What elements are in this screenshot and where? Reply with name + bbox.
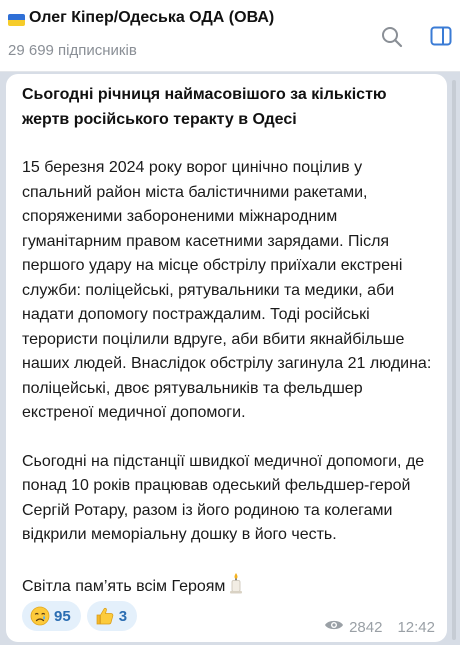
reaction-count: 95 bbox=[54, 607, 71, 625]
reactions-bar bbox=[22, 601, 137, 631]
post-title: Сьогодні річниця наймасовішого за кількістю жертв російського теракту в Одесі bbox=[22, 86, 387, 128]
search-icon[interactable] bbox=[381, 26, 403, 53]
reaction-thumbs-up[interactable] bbox=[87, 601, 137, 631]
channel-title[interactable]: Олег Кіпер/Одеська ОДА (ОВА) bbox=[29, 9, 275, 26]
post-time: 12:42 bbox=[397, 618, 435, 636]
ukraine-flag-icon bbox=[8, 14, 25, 26]
reaction-crying[interactable] bbox=[22, 601, 81, 631]
view-count: 2842 bbox=[349, 618, 383, 636]
post-meta bbox=[324, 618, 435, 636]
side-panel-icon[interactable] bbox=[430, 26, 452, 51]
thumbs-up-icon bbox=[95, 606, 115, 626]
channel-post bbox=[6, 74, 447, 642]
flag-yellow-stripe bbox=[8, 20, 25, 26]
post-paragraph-2: Сьогодні на підстанції швидкої медичної допомоги, де понад 10 років працював одеський фельдшер-герой Сергій Ротару, разом із його родиною та колегами відкрили меморіальну дошку в його честь. bbox=[22, 452, 425, 543]
subscriber-count: 29 699 підписників bbox=[8, 42, 137, 59]
reaction-count: 3 bbox=[118, 607, 128, 625]
closing-text: Світла пам’ять всім Героям bbox=[22, 577, 226, 595]
candle-icon bbox=[228, 572, 244, 603]
channel-header bbox=[0, 0, 460, 72]
scrollbar[interactable] bbox=[452, 80, 456, 640]
post-paragraph-3 bbox=[22, 572, 433, 603]
eye-icon bbox=[324, 618, 344, 636]
post-paragraph-1: 15 березня 2024 року ворог цинічно поцілив у спальний район міста балістичними ракетами, споряженими забороненими міжнародним гуманітарним правом касетними зарядами. Після першого удару на місце обстрілу приїхали екстрені служби: поліцейські, рятувальники та медики, аби надати допомогу постраждалим. Тоді російські терористи поцілили вдруге, аби вбити якнайбільше наших людей. Внаслідок обстрілу загинула 21 людина: поліцейські, двоє рятувальників та фельдшер екстреної медичної допомоги. bbox=[22, 159, 432, 421]
crying-face-icon bbox=[30, 606, 50, 626]
